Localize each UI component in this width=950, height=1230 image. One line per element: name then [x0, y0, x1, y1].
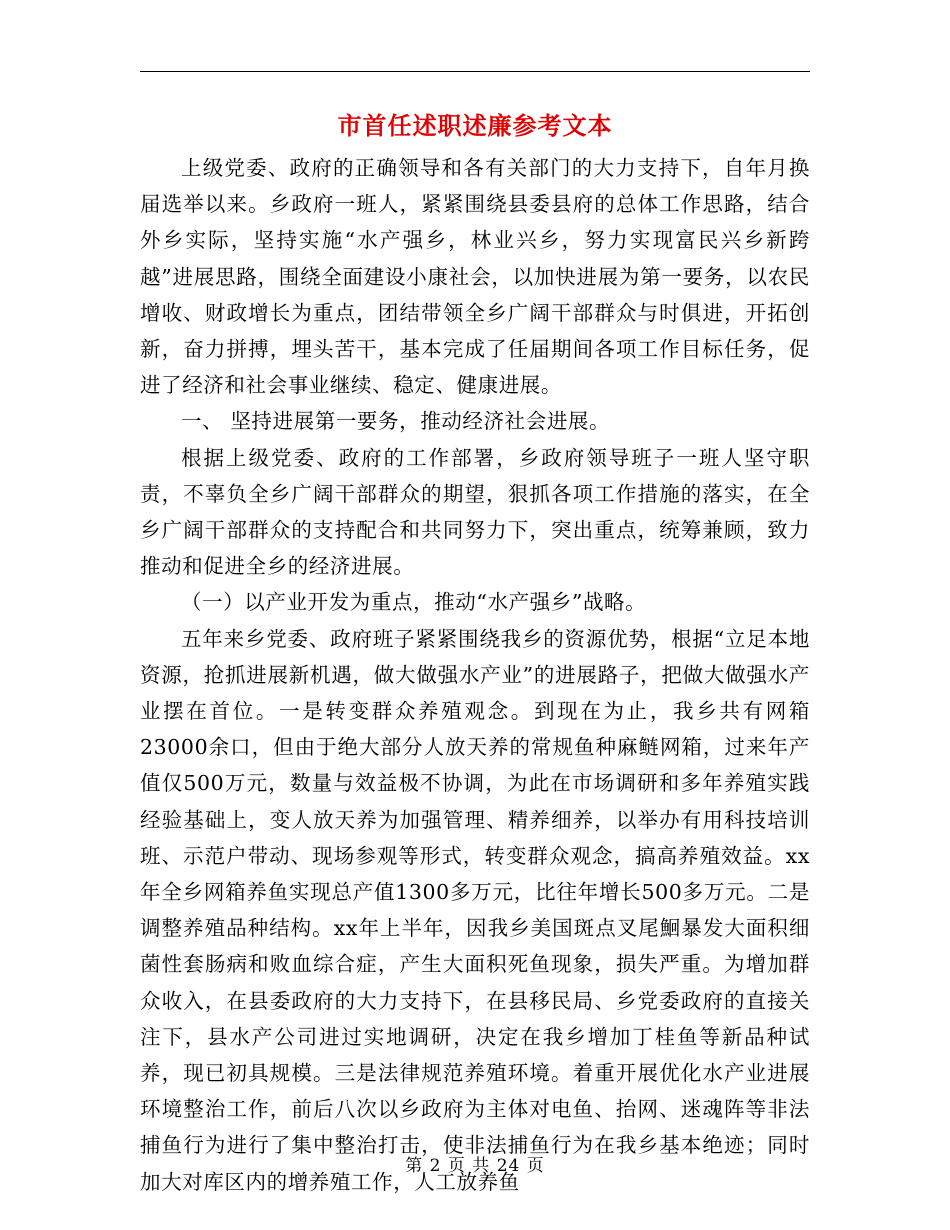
document-title: 市首任述职述廉参考文本: [337, 111, 613, 140]
section-heading-1: 一、 坚持进展第一要务，推动经济社会进展。: [181, 409, 611, 434]
header-rule: [140, 71, 810, 72]
page-number-footer: 第 2 页 共 24 页: [405, 1156, 545, 1176]
paragraph-section-1: 根据上级党委、政府的工作部署，乡政府领导班子一班人坚守职责，不辜负全乡广阔干部群众的期望，狠抓各项工作措施的落实，在全乡广阔干部群众的支持配合和共同努力下，突出重点，统筹兼顾，致力推动和促进全乡的经济进展。: [140, 445, 810, 579]
paragraph-subsection-1: 五年来乡党委、政府班子紧紧围绕我乡的资源优势，根据“立足本地资源，抢抓进展新机遇，做大做强水产业”的进展路子，把做大做强水产业摆在首位。一是转变群众养殖观念。到现在为止，我乡共有网箱23000余口，但由于绝大部分人放天养的常规鱼种麻鲢网箱，过来年产值仅500万元，数量与效益极不协调，为此在市场调研和多年养殖实践经验基础上，变人放天养为加强管理、精养细养，以举办有用科技培训班、示范户带动、现场参观等形式，转变群众观念，搞高养殖效益。xx年全乡网箱养鱼实现总产值1300多万元，比往年增长500多万元。二是调整养殖品种结构。xx年上半年，因我乡美国斑点叉尾鮰暴发大面积细菌性套肠病和败血综合症，产生大面积死鱼现象，损失严重。为增加群众收入，在县委政府的大力支持下，在县移民局、乡党委政府的直接关注下，县水产公司进过实地调研，决定在我乡增加丁桂鱼等新品种试养，现已初具规模。三是法律规范养殖环境。着重开展优化水产业进展环境整治工作，前后八次以乡政府为主体对电鱼、抬网、迷魂阵等非法捕鱼行为进行了集中整治打击，使非法捕鱼行为在我乡基本绝迹；同时加大对库区内的增养殖工作，人工放养鱼: [140, 626, 810, 1194]
subsection-heading-1: （一）以产业开发为重点，推动“水产强乡”战略。: [181, 590, 647, 615]
paragraph-intro: 上级党委、政府的正确领导和各有关部门的大力支持下，自年月换届选举以来。乡政府一班人，紧紧围绕县委县府的总体工作思路，结合外乡实际，坚持实施“水产强乡，林业兴乡，努力实现富民兴乡新跨越”进展思路，围绕全面建设小康社会，以加快进展为第一要务，以农民增收、财政增长为重点，团结带领全乡广阔干部群众与时俱进，开拓创新，奋力拼搏，埋头苦干，基本完成了任届期间各项工作目标任务，促进了经济和社会事业继续、稳定、健康进展。: [140, 156, 810, 398]
document-body: [140, 150, 810, 1200]
